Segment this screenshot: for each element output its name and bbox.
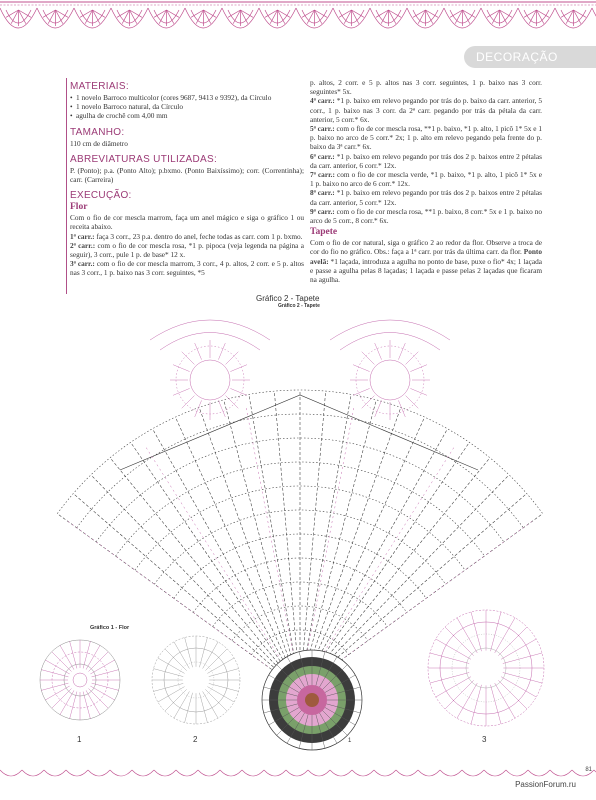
flower-chart-title: Gráfico 1 - Flor [90,625,130,631]
flower-intro: Com o fio de cor mescla marrom, faça um anel mágico e siga o gráfico 1 ou receita abaixo. [70,213,304,232]
abbreviations-text: P. (Ponto); p.a. (Ponto Alto); p.bxmo. (Ponto Baixíssimo); corr. (Correntinha); carr. (Carreira) [70,165,304,185]
stitch-label: Ponto avelã: [310,247,542,266]
section-tab: DECORAÇÃO [464,46,596,68]
rug-text-a: Com o fio de cor natural, siga o gráfico 2 ao redor da flor. Observe a troca de cor do fio no gráfico. Obs.: faça a 1ª carr. por trás da última carr. da flor. [310,238,542,257]
crochet-border-top [0,0,596,52]
right-column [310,78,542,284]
row-continuation: p. altos, 2 corr. e 5 p. altos nas 3 corr. seguintes, 1 p. baixo nas 3 corr. seguintes* 5x. [310,78,542,97]
row-label: 2ª carr.: [70,240,96,250]
flower-subheading: Flor [70,202,88,213]
row-label: 9ª carr.: [310,206,335,216]
material-item: • 1 novelo Barroco multicolor (cores 9687, 9413 e 9392), da Círculo [70,93,304,102]
execution-heading: EXECUÇÃO: [70,190,132,202]
row-label: 6ª carr.: [310,151,335,161]
page-number: 81 [585,767,592,773]
row-text: com o fio de cor mescla rosa, *1 p. pipoca (veja legenda na página a seguir), 3 corr., pule 1 p. de base* 12 x. [70,240,304,260]
motif-number: 2 [193,735,198,744]
motif-number: 1 [77,735,82,744]
row-label: 1ª carr.: [70,231,95,241]
row-instruction [70,232,304,241]
motif-number: 1 [348,738,352,744]
row-label: 8ª carr.: [310,188,335,198]
row-text: *1 p. baixo em relevo pegando por trás do p. baixo da carr. anterior, 5 corr., 1 p. baixo nas 3 corr. da 2ª carr. pegando por trás da pétala da carr. anterior, 5 corr.* 6x. [310,96,543,124]
row-instruction [70,241,304,259]
chart-subtitle: Gráfico 2 - Tapete [278,303,320,309]
row-instruction [310,124,542,152]
motif-number: 3 [482,735,487,744]
crochet-chart [0,292,596,762]
rug-fan-chart [57,320,542,678]
material-item: • agulha de crochê com 4,00 mm [70,111,304,120]
rug-subheading: Tapete [310,227,338,238]
row-instruction [310,170,542,188]
size-text: 110 cm de diâmetro [70,138,128,148]
row-text: *1 p. baixo em relevo pegando por trás dos 2 p. baixos entre 2 pétalas da carr. anterior, 5 corr.* 12x. [310,188,542,207]
materials-heading: MATERIAIS: [70,81,129,92]
row-instruction [310,207,542,225]
rug-text [310,238,542,284]
row-text: com o fio de cor mescla verde, *1 p. baixo, *1 p. alto, 1 picô 1* 5x e 1 p. baixo no arco de 6 corr.* 12x. [310,170,543,189]
row-instruction [70,259,304,277]
left-column [70,78,304,278]
row-label: 7ª carr.: [310,170,335,180]
row-label: 3ª carr.: [70,259,95,269]
row-instruction [310,188,542,206]
row-text: faça 3 corr., 23 p.a. dentro do anel, feche todas as carr. com 1 p. bxmo. [94,231,303,241]
footer-band [0,768,596,800]
row-text: com o fio de cor mescla marrom, 3 corr., 4 p. altos, 2 corr. e 5 p. altos nas 3 corr., 1 p. baixo nas 3 corr. seguintes, *5 [70,259,305,278]
row-text: *1 p. baixo em relevo pegando por trás dos 2 p. baixos entre 2 pétalas da carr. anterior, 6 corr.* 12x. [310,151,542,170]
chart-title: Gráfico 2 - Tapete [256,294,320,303]
row-text: com o fio de cor mescla rosa, **1 p. baixo, 8 corr.* 5x e 1 p. baixo no arco de 5 corr., 8 corr.* 6x. [310,206,542,226]
column-rule [66,78,67,294]
material-item: • 1 novelo Barroco natural, da Círculo [70,102,304,111]
row-instruction [310,96,542,124]
size-heading: TAMANHO: [70,126,125,138]
abbreviations-heading: ABREVIATURAS UTILIZADAS: [70,153,218,165]
row-text: com o fio de cor mescla rosa, **1 p. baixo, *1 p. alto, 1 picô 1* 5x e 1 p. baixo no arco de 5 corr.* 2x; 1 p. alto em relevo pegando pela frente do p. baixo da 3ª carr.* 6x. [310,124,542,152]
row-label: 5ª carr.: [310,124,335,134]
row-instruction [310,152,542,170]
row-label: 4ª carr.: [310,96,335,106]
rug-text-b: *1 laçada, introduza a agulha no ponto de base, puxe o fio* 4x; 1 laçada e passe a agulha pelas 8 laçadas; 1 laçada e passe pelas 2 laçadas que ficaram na agulha. [310,256,542,285]
source-watermark: PassionForum.ru [515,780,576,789]
